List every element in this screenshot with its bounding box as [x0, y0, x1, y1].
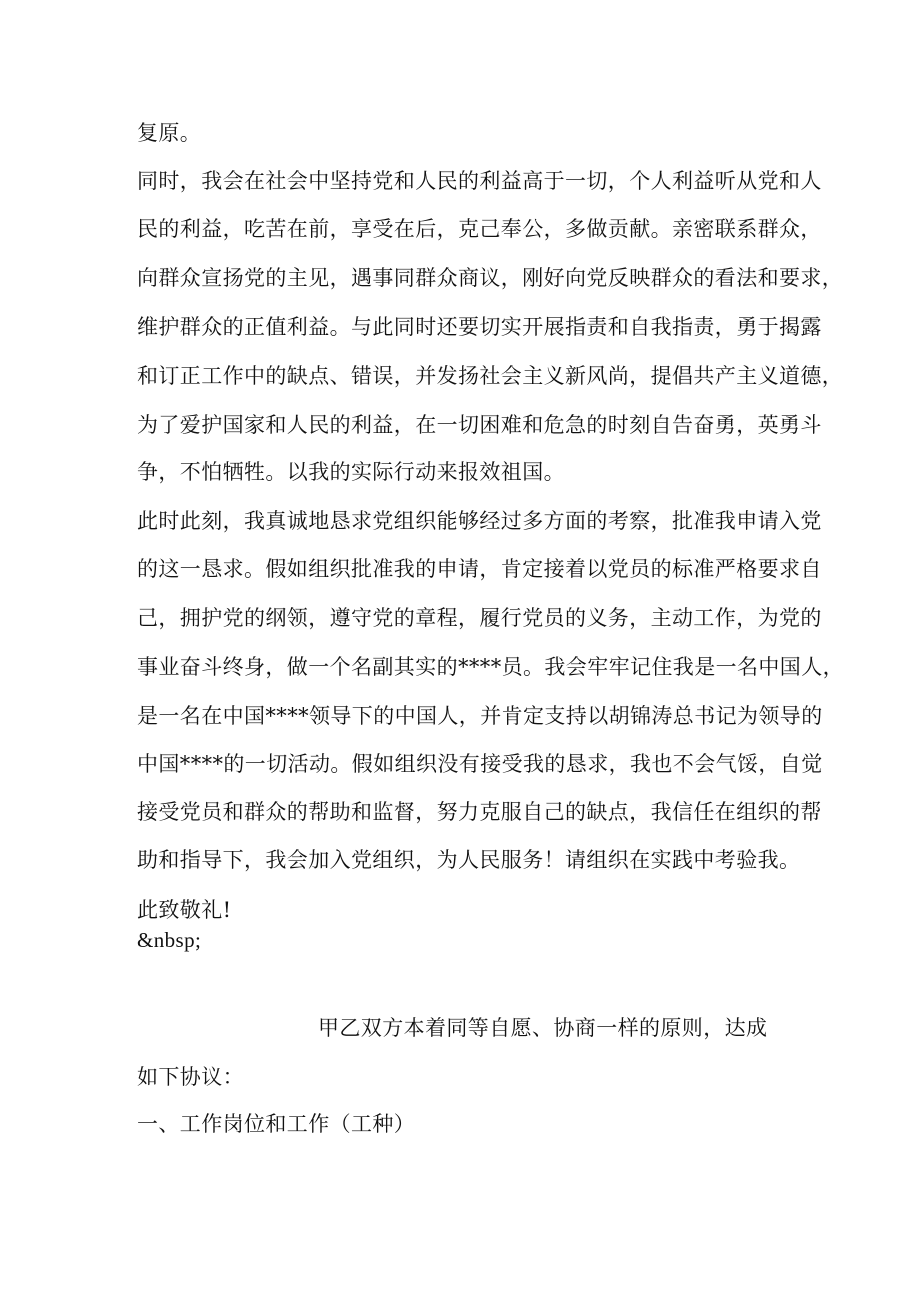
nbsp-entity-text: &nbsp; [137, 928, 202, 952]
text-line: 同时，我会在社会中坚持党和人民的利益高于一切，个人利益听从党和人 [137, 169, 822, 193]
text-line: 助和指导下，我会加入党组织，为人民服务！请组织在实践中考验我。 [137, 848, 801, 872]
text-line: 向群众宣扬党的主见，遇事同群众商议，刚好向党反映群众的看法和要求， [137, 266, 844, 290]
text-line: 维护群众的正值利益。与此同时还要切实开展指责和自我指责，勇于揭露 [137, 315, 822, 339]
text-line: 事业奋斗终身，做一个名副其实的****员。我会牢牢记住我是一名中国人， [137, 655, 844, 679]
text-line: 民的利益，吃苦在前，享受在后，克己奉公，多做贡献。亲密联系群众， [137, 217, 822, 241]
text-line: 己，拥护党的纲领，遵守党的章程，履行党员的义务，主动工作，为党的 [137, 606, 822, 630]
text-line: 复原。 [137, 121, 202, 145]
agreement-intro: 甲乙双方本着同等自愿、协商一样的原则，达成 [318, 1016, 768, 1040]
agreement-intro-continued: 如下协议： [137, 1065, 244, 1089]
text-line: 和订正工作中的缺点、错误，并发扬社会主义新风尚，提倡共产主义道德， [137, 364, 844, 388]
section-heading: 一、工作岗位和工作（工种） [137, 1112, 416, 1136]
text-line: 此时此刻，我真诚地恳求党组织能够经过多方面的考察，批准我申请入党 [137, 509, 822, 533]
text-line: 是一名在中国****领导下的中国人，并肯定支持以胡锦涛总书记为领导的 [137, 704, 823, 728]
text-line: 中国****的一切活动。假如组织没有接受我的恳求，我也不会气馁，自觉 [137, 752, 823, 776]
closing-salutation: 此致敬礼! [137, 898, 232, 922]
text-line: 争，不怕牺牲。以我的实际行动来报效祖国。 [137, 460, 565, 484]
text-line: 为了爱护国家和人民的利益，在一切困难和危急的时刻自告奋勇，英勇斗 [137, 413, 822, 437]
text-line: 的这一恳求。假如组织批准我的申请，肯定接着以党员的标准严格要求自 [137, 557, 822, 581]
text-line: 接受党员和群众的帮助和监督，努力克服自己的缺点，我信任在组织的帮 [137, 800, 822, 824]
